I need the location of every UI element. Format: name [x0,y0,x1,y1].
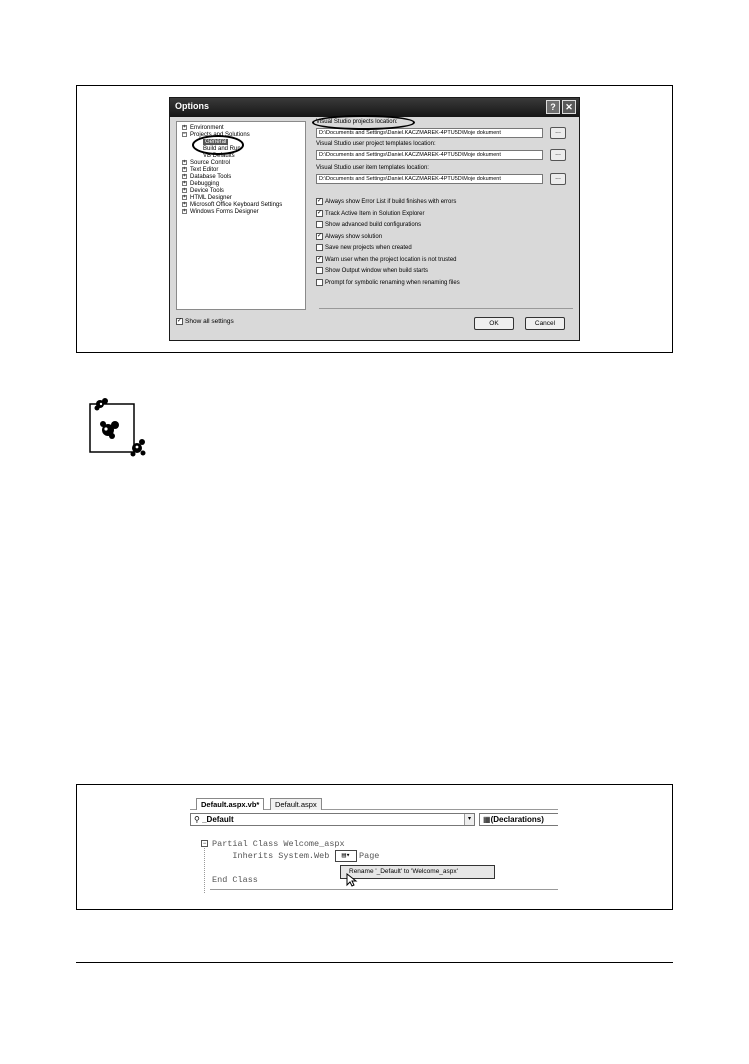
expand-icon[interactable]: + [183,201,186,207]
option-checkbox-label: Warn user when the project location is not trusted [325,256,457,263]
class-icon: ⚲ [194,815,200,824]
member-combo-value: (Declarations) [490,815,544,824]
option-checkbox[interactable] [316,267,428,276]
browse-button[interactable]: ... [550,173,566,185]
tree-item-label: Debugging [190,181,220,188]
tree-item-label: VB Defaults [203,153,235,159]
outline-margin [204,841,205,893]
tree-item[interactable] [177,209,305,216]
tree-item[interactable] [177,181,305,188]
location-input[interactable]: D:\Documents and Settings\Daniel.KACZMAREK-4PTU5D\Moje dokument [316,174,543,184]
checkbox-unchecked-icon[interactable] [316,221,323,228]
footer-rule [76,962,673,963]
dialog-title: Options [175,101,209,111]
expand-icon[interactable]: + [183,166,186,172]
checkbox-checked-icon[interactable]: ✓ [317,255,323,262]
tree-item[interactable] [177,188,305,195]
location-label: Visual Studio projects location: [316,119,398,125]
tree-item[interactable] [177,195,305,202]
mouse-cursor-icon [346,873,358,887]
code-editor [190,797,558,899]
code-line-2: Inherits System.Web [212,851,330,861]
checkbox-icon[interactable]: ✓ [177,318,183,324]
location-label: Visual Studio user item templates location: [316,165,429,171]
expand-icon[interactable]: + [183,180,186,186]
option-checkbox-label: Show Output window when build starts [325,268,429,275]
option-checkbox[interactable] [316,198,456,207]
tab-default-aspx[interactable]: Default.aspx [270,798,322,810]
class-combo-value: _Default [202,815,234,824]
option-checkbox[interactable] [316,256,457,265]
tree-item[interactable] [177,132,305,139]
declarations-icon: ▦ [483,815,491,824]
tree-item[interactable] [177,160,305,167]
expand-icon[interactable]: + [183,208,186,214]
tree-item-label: Source Control [190,160,231,167]
help-button[interactable]: ? [546,100,560,114]
expand-icon[interactable]: + [183,173,186,179]
option-checkbox[interactable] [316,279,460,288]
location-input[interactable]: D:\Documents and Settings\Daniel.KACZMAREK-4PTU5D\Moje dokument [316,150,543,160]
tree-item-label: Environment [190,125,224,132]
tree-item-label: Text Editor [190,167,219,174]
checkbox-checked-icon[interactable]: ✓ [317,198,323,204]
tree-item-label: Windows Forms Designer [190,209,259,216]
chevron-down-icon[interactable]: ▾ [464,814,474,825]
smart-tag-icon: ▤ [341,852,346,860]
tree-item-label: General [205,139,227,145]
option-checkbox[interactable] [316,221,421,230]
tree-item-label: Database Tools [190,174,232,181]
option-checkbox-label: Always show solution [325,233,383,240]
expand-icon[interactable]: + [183,194,186,200]
tree-item[interactable] [177,167,305,174]
show-all-settings-checkbox[interactable] [176,318,234,325]
collapse-icon[interactable]: − [202,840,207,847]
tree-item-label: Build and Run [203,146,241,152]
ok-button[interactable]: OK [474,317,514,330]
code-line-3: End Class [212,875,258,885]
close-button[interactable]: ✕ [562,100,576,114]
options-dialog [169,97,580,341]
tree-item[interactable] [177,202,305,209]
expand-icon[interactable]: + [183,159,186,165]
location-label: Visual Studio user project templates location: [316,141,436,147]
separator [319,308,573,309]
code-underline [210,889,558,890]
tab-default-aspx-vb[interactable]: Default.aspx.vb* [196,798,264,810]
code-line-1: Partial Class Welcome_aspx [212,839,345,849]
checkbox-unchecked-icon[interactable] [316,267,323,274]
option-checkbox-label: Always show Error List if build finishes with errors [325,199,457,206]
cancel-button[interactable]: Cancel [525,317,565,330]
option-checkbox[interactable] [316,233,382,242]
option-checkbox[interactable] [316,244,412,253]
tree-item[interactable] [177,153,305,160]
option-checkbox-label: Prompt for symbolic renaming when renaming files [325,279,460,286]
browse-button[interactable]: ... [550,127,566,139]
expand-icon[interactable]: + [183,124,186,130]
code-area[interactable] [190,831,558,899]
option-checkbox[interactable] [316,210,424,219]
tab-strip [190,797,558,810]
collapse-icon[interactable]: − [183,131,186,137]
class-combo[interactable] [190,813,475,826]
show-all-settings-label: Show all settings [185,318,234,326]
tree-item[interactable] [177,174,305,181]
code-line-2-end: Page [359,851,380,861]
tree-item-label: Projects and Solutions [190,132,250,139]
callout-circle [312,115,415,130]
tree-item-label: Microsoft Office Keyboard Settings [190,202,283,209]
warning-icon [88,394,148,458]
location-input[interactable]: D:\Documents and Settings\Daniel.KACZMAREK-4PTU5D\Moje dokument [316,128,543,138]
smart-tag-button[interactable] [335,850,357,862]
callout-circle [192,135,244,155]
checkbox-checked-icon[interactable]: ✓ [317,209,323,216]
checkbox-unchecked-icon[interactable] [316,244,323,251]
option-checkbox-label: Save new projects when created [325,245,412,252]
option-checkbox-label: Show advanced build configurations [325,222,422,229]
expand-icon[interactable]: + [183,187,186,193]
rename-menu-item[interactable]: Rename '_Default' to 'Welcome_aspx' [340,865,495,879]
checkbox-unchecked-icon[interactable] [316,279,323,286]
tree-item[interactable] [177,125,305,132]
checkbox-checked-icon[interactable]: ✓ [317,232,323,239]
tree-item-label: Device Tools [190,188,224,195]
smart-tag-arrow: ▾ [346,852,351,860]
browse-button[interactable]: ... [550,149,566,161]
tree-item-label: HTML Designer [190,195,232,202]
navigation-bar [190,811,558,827]
member-combo[interactable] [479,813,558,826]
dialog-titlebar [170,98,579,117]
option-checkbox-label: Track Active Item in Solution Explorer [325,210,425,217]
